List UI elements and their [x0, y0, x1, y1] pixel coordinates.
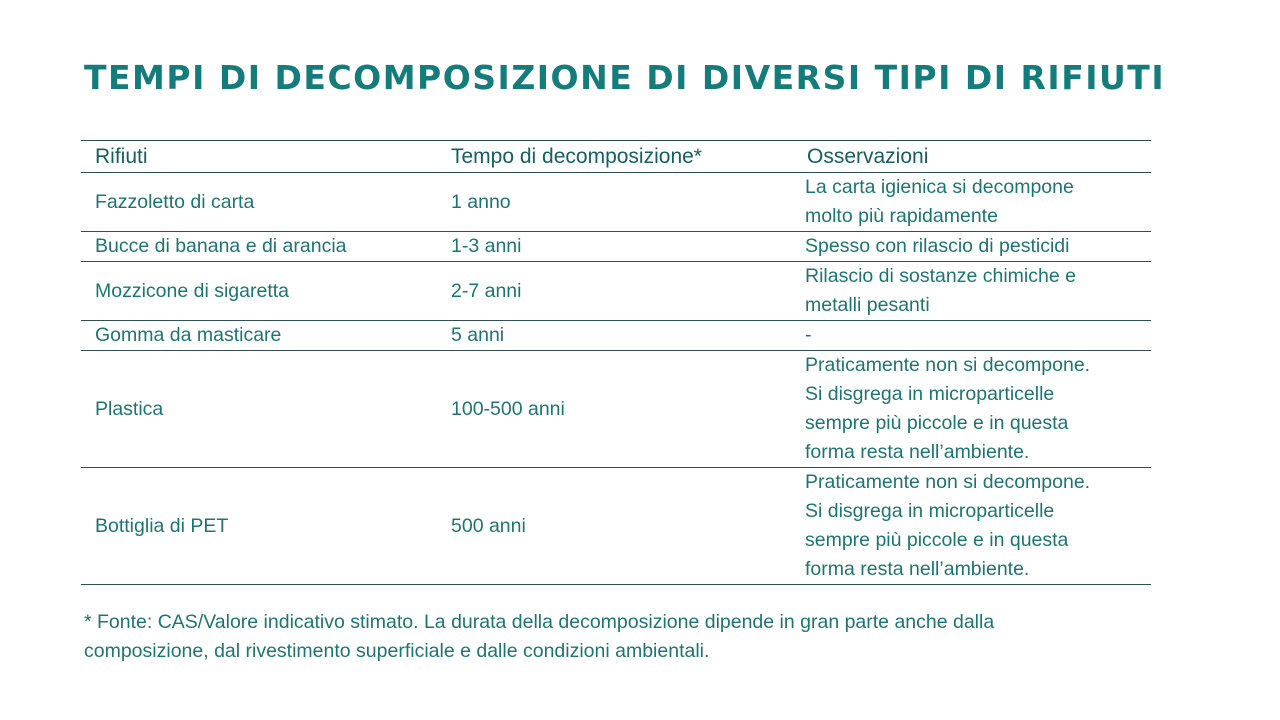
- footnote: [84, 608, 1164, 666]
- note-line: forma resta nell’ambiente.: [805, 558, 1030, 580]
- header-time: Tempo di decomposizione*: [451, 145, 702, 168]
- table-row: [81, 351, 1151, 468]
- cell-waste: Bucce di banana e di arancia: [95, 235, 347, 257]
- decomposition-table: [81, 140, 1151, 585]
- note-line: -: [805, 324, 812, 346]
- cell-waste: Fazzoletto di carta: [95, 190, 255, 213]
- footnote-line: * Fonte: CAS/Valore indicativo stimato. La durata della decomposizione dipende in gran parte anche dalla: [84, 611, 995, 633]
- cell-time: 5 anni: [451, 324, 505, 346]
- cell-time: 2-7 anni: [451, 279, 522, 302]
- note-line: Praticamente non si decompone.: [805, 471, 1091, 493]
- header-row: [81, 141, 1151, 173]
- cell-waste: Gomma da masticare: [95, 324, 282, 346]
- cell-notes: [793, 173, 1151, 232]
- note-line: metalli pesanti: [805, 294, 930, 316]
- note-line: sempre più piccole e in questa: [805, 412, 1069, 434]
- note-line: Spesso con rilascio di pesticidi: [805, 235, 1070, 257]
- cell-time: 100-500 anni: [451, 397, 565, 420]
- cell-notes: [793, 232, 1151, 262]
- note-line: La carta igienica si decompone: [805, 176, 1074, 198]
- cell-notes: [793, 262, 1151, 321]
- table-row: [81, 232, 1151, 262]
- table-row: [81, 321, 1151, 351]
- cell-time: 1 anno: [451, 190, 511, 213]
- note-line: forma resta nell’ambiente.: [805, 441, 1030, 463]
- cell-waste: Mozzicone di sigaretta: [95, 279, 290, 302]
- cell-waste: Plastica: [95, 397, 164, 420]
- note-line: Rilascio di sostanze chimiche e: [805, 265, 1076, 287]
- table-row: [81, 262, 1151, 321]
- header-notes: Osservazioni: [807, 145, 929, 168]
- page-title: TEMPI DI DECOMPOSIZIONE DI DIVERSI TIPI DI RIFIUTI: [84, 58, 1166, 97]
- cell-notes: [793, 351, 1151, 468]
- table-header: [81, 141, 1151, 173]
- header-waste: Rifiuti: [95, 145, 148, 168]
- note-line: Praticamente non si decompone.: [805, 354, 1091, 376]
- note-line: molto più rapidamente: [805, 205, 998, 227]
- cell-notes: [793, 468, 1151, 585]
- cell-time: 500 anni: [451, 514, 526, 537]
- footnote-line: composizione, dal rivestimento superficiale e dalle condizioni ambientali.: [84, 640, 710, 662]
- table-row: [81, 173, 1151, 232]
- note-line: sempre più piccole e in questa: [805, 529, 1069, 551]
- table-body: [81, 173, 1151, 585]
- note-line: Si disgrega in microparticelle: [805, 383, 1055, 405]
- cell-time: 1-3 anni: [451, 235, 522, 257]
- cell-waste: Bottiglia di PET: [95, 514, 229, 537]
- table-row: [81, 468, 1151, 585]
- note-line: Si disgrega in microparticelle: [805, 500, 1055, 522]
- cell-notes: [793, 321, 1151, 351]
